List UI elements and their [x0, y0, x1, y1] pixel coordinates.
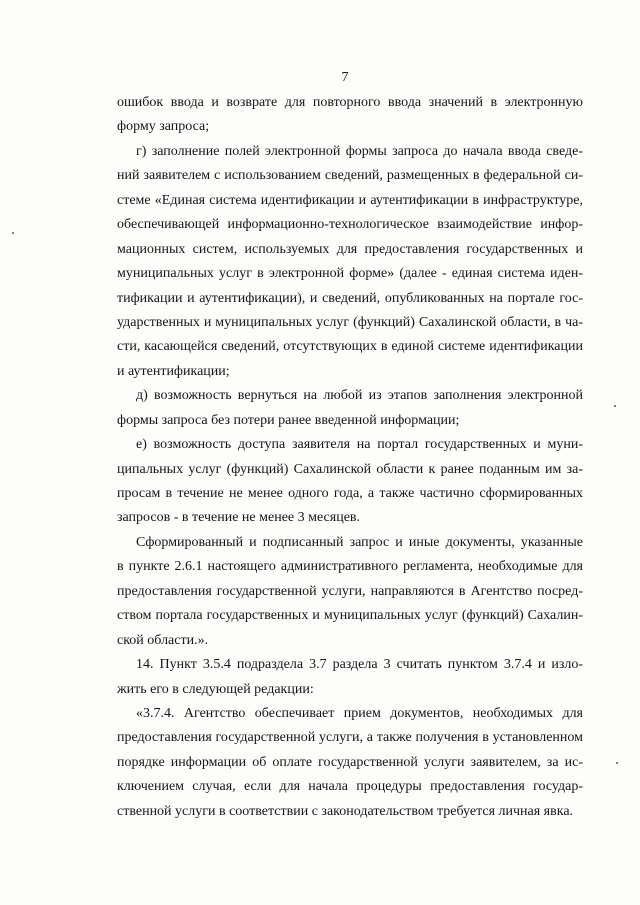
scan-speck: [614, 405, 616, 407]
text-line: «3.7.4. Агентство обеспечивает прием документов, необходимых для: [136, 705, 583, 721]
text-line: стеме «Единая система идентификации и аутентификации в инфраструктуре,: [117, 192, 583, 208]
paragraph-point-14: [117, 653, 583, 702]
text-line: ственной услуги в соответствии с законодательством требуется личная явка.: [117, 803, 574, 819]
text-line: ударственных и муниципальных услуг (функций) Сахалинской области, в ча-: [117, 314, 583, 330]
text-line: порядке информации об оплате государственной услуги заявителем, за ис-: [117, 754, 583, 770]
text-line: тификации и аутентификации), и сведений, опубликованных на портале гос-: [117, 290, 583, 306]
text-line: г) заполнение полей электронной формы запроса до начала ввода сведе-: [136, 143, 583, 159]
document-body: [117, 91, 583, 824]
text-line: мационных систем, используемых для предоставления государственных и: [117, 241, 583, 257]
paragraph-section-3-7-4: [117, 702, 583, 824]
text-line: д) возможность вернуться на любой из этапов заполнения электронной: [136, 388, 583, 404]
paragraph-item-d: [117, 384, 583, 433]
paragraph-submission: [117, 531, 583, 653]
text-line: в пункте 2.6.1 настоящего административного регламента, необходимые для: [117, 559, 583, 575]
text-line: предоставления государственной услуги, а также получения в установленном: [117, 730, 583, 746]
text-line: запросов - в течение не менее 3 месяцев.: [117, 510, 361, 526]
text-line: предоставления государственной услуги, направляются в Агентство посред-: [117, 583, 583, 599]
text-line: ской области.».: [117, 632, 209, 648]
paragraph-continuation: [117, 91, 583, 140]
text-line: ципальных услуг (функций) Сахалинской области к ранее поданным им за-: [117, 461, 583, 477]
text-line: и аутентификации;: [117, 363, 230, 379]
text-line: ключением случая, если для начала процедуры предоставления государ-: [117, 779, 583, 795]
text-line: обеспечивающей информационно-технологическое взаимодействие инфор-: [117, 217, 583, 233]
text-line: формы запроса без потери ранее введенной информации;: [117, 412, 460, 428]
text-line: ний заявителем с использованием сведений, размещенных в федеральной си-: [117, 168, 583, 184]
page-number: 7: [341, 70, 349, 85]
text-line: 14. Пункт 3.5.4 подраздела 3.7 раздела 3 считать пунктом 3.7.4 и изло-: [136, 657, 583, 673]
scan-speck: [616, 762, 618, 764]
text-line: форму запроса;: [117, 119, 210, 135]
paragraph-item-g: [117, 140, 583, 384]
text-line: ошибок ввода и возврате для повторного ввода значений в электронную: [117, 95, 583, 110]
text-line: сти, касающейся сведений, отсутствующих в единой системе идентификации: [117, 339, 583, 355]
text-line: просам в течение не менее одного года, а также частично сформированных: [117, 486, 583, 501]
paragraph-item-e: [117, 433, 583, 531]
scan-speck: [12, 232, 14, 234]
text-line: муниципальных услуг в электронной форме» (далее - единая система иден-: [117, 266, 583, 282]
text-line: Сформированный и подписанный запрос и иные документы, указанные: [136, 534, 583, 550]
text-line: жить его в следующей редакции:: [117, 681, 314, 697]
text-line: ством портала государственных и муниципальных услуг (функций) Сахалин-: [117, 608, 583, 624]
text-line: е) возможность доступа заявителя на портал государственных и муни-: [136, 437, 583, 453]
